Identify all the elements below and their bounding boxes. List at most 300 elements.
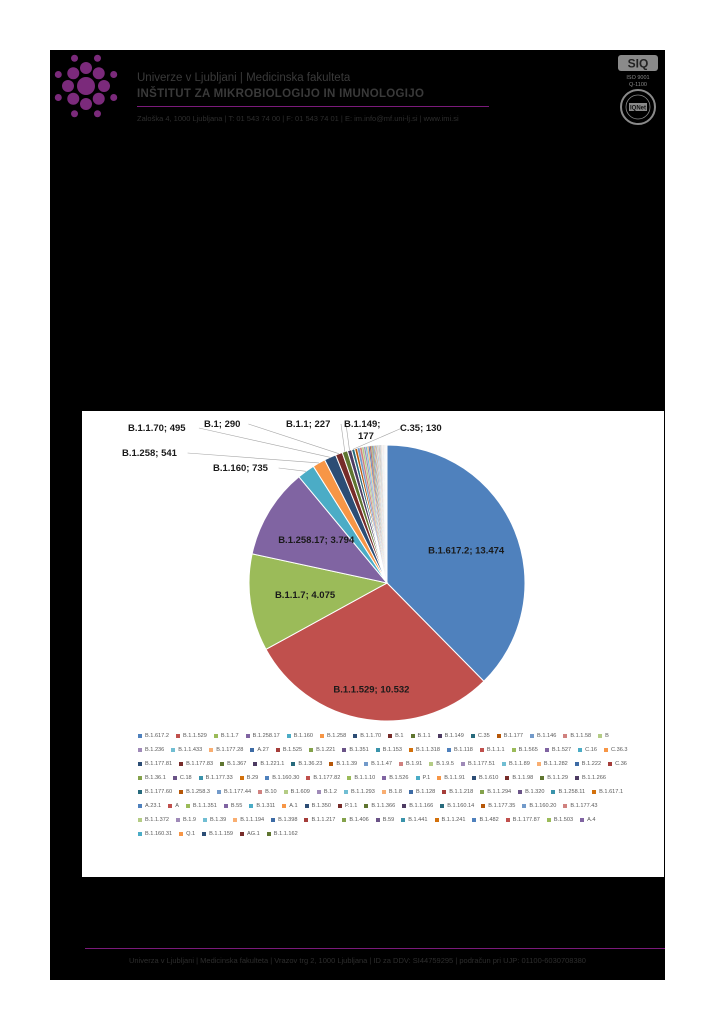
legend-swatch bbox=[411, 734, 415, 738]
legend-swatch bbox=[253, 762, 257, 766]
legend-item bbox=[138, 771, 166, 785]
legend-item bbox=[472, 813, 498, 827]
legend-item bbox=[282, 799, 297, 813]
legend-label: B.1.441 bbox=[408, 817, 428, 823]
university-name: Univerze v Ljubljani | Medicinska fakulteta bbox=[137, 72, 351, 84]
legend-label: Q.1 bbox=[186, 831, 196, 837]
legend-item bbox=[540, 771, 568, 785]
legend-label: B.1.320 bbox=[525, 789, 545, 795]
legend-swatch bbox=[138, 790, 142, 794]
legend-item bbox=[258, 785, 277, 799]
legend-swatch bbox=[547, 818, 551, 822]
legend-label: B.59 bbox=[382, 817, 395, 823]
legend-swatch bbox=[176, 734, 180, 738]
legend-swatch bbox=[447, 748, 451, 752]
legend-item bbox=[304, 813, 335, 827]
legend-label: B.29 bbox=[246, 775, 259, 781]
legend-item bbox=[471, 729, 490, 743]
legend-swatch bbox=[608, 762, 612, 766]
footer-text: Univerza v Ljubljani | Medicinska fakulteta | Vrazov trg 2, 1000 Ljubljana | ID za DDV: SI44759295 | podračun pri UJP: 01100-6030708380 bbox=[129, 956, 586, 965]
legend-swatch bbox=[522, 804, 526, 808]
legend-swatch bbox=[402, 804, 406, 808]
legend-item bbox=[438, 729, 464, 743]
legend-label: B.1.149 bbox=[444, 733, 464, 739]
legend-swatch bbox=[284, 790, 288, 794]
legend-item bbox=[545, 743, 571, 757]
legend-item bbox=[284, 785, 310, 799]
legend-label: B.1.236 bbox=[145, 747, 165, 753]
logo-dot bbox=[110, 94, 117, 101]
legend-label: B.1.1.159 bbox=[209, 831, 234, 837]
legend-swatch bbox=[246, 734, 250, 738]
legend-item bbox=[179, 757, 213, 771]
legend-swatch bbox=[240, 776, 244, 780]
legend-item bbox=[382, 771, 408, 785]
legend-item bbox=[575, 771, 606, 785]
legend-label: B.1.177.44 bbox=[224, 789, 252, 795]
legend-label: B.1.617.2 bbox=[145, 733, 169, 739]
legend-label: B.1.36.1 bbox=[145, 775, 166, 781]
legend-item bbox=[179, 785, 210, 799]
legend-label: B.1.91 bbox=[406, 761, 423, 767]
legend-label: C.36 bbox=[615, 761, 627, 767]
legend-label: B.1.525 bbox=[282, 747, 303, 753]
legend-swatch bbox=[276, 748, 280, 752]
footer-divider bbox=[85, 948, 665, 949]
legend-label: B.1.160.31 bbox=[145, 831, 173, 837]
legend-label: B.1.160 bbox=[293, 733, 313, 739]
leader-line bbox=[188, 453, 319, 463]
legend-swatch bbox=[540, 776, 544, 780]
legend-label: B.1.1.29 bbox=[547, 775, 569, 781]
legend-label: B.1.222 bbox=[581, 761, 602, 767]
legend-label: P.1 bbox=[422, 775, 431, 781]
legend-item bbox=[203, 813, 226, 827]
legend-label: B.1.1.294 bbox=[487, 789, 512, 795]
legend-label: B.1.610 bbox=[479, 775, 499, 781]
legend-swatch bbox=[271, 818, 275, 822]
legend-swatch bbox=[472, 818, 476, 822]
legend-label: B.1.1.433 bbox=[178, 747, 203, 753]
legend-label: AG.1 bbox=[247, 831, 260, 837]
legend-swatch bbox=[551, 790, 555, 794]
institute-logo-icon bbox=[50, 50, 122, 122]
legend-item bbox=[435, 813, 466, 827]
legend-swatch bbox=[179, 832, 183, 836]
legend-label: B.1.1.7 bbox=[220, 733, 239, 739]
legend-item bbox=[138, 729, 169, 743]
legend-swatch bbox=[580, 818, 584, 822]
legend-label: B.1.118 bbox=[453, 747, 473, 753]
legend-label: B.1.406 bbox=[349, 817, 369, 823]
legend-label: B.1.177.43 bbox=[570, 803, 598, 809]
legend-item bbox=[575, 757, 601, 771]
logo-dot bbox=[98, 80, 110, 92]
slice-label: B.1.149; bbox=[344, 419, 381, 430]
legend-swatch bbox=[545, 748, 549, 752]
legend-label: B.1.1.1 bbox=[486, 747, 505, 753]
legend-swatch bbox=[530, 734, 534, 738]
legend-item bbox=[209, 743, 243, 757]
leader-line bbox=[279, 468, 306, 471]
legend-item bbox=[530, 729, 556, 743]
legend-swatch bbox=[598, 734, 602, 738]
legend-swatch bbox=[186, 804, 190, 808]
legend-label: B.1.2 bbox=[323, 789, 337, 795]
legend-label: B.1.398 bbox=[278, 817, 298, 823]
legend-item bbox=[480, 743, 505, 757]
legend-label: B.1.177.28 bbox=[216, 747, 244, 753]
legend-item bbox=[547, 813, 573, 827]
legend-label: A.27 bbox=[257, 747, 269, 753]
legend-label: B bbox=[605, 733, 609, 739]
legend-item bbox=[537, 757, 568, 771]
legend-swatch bbox=[505, 776, 509, 780]
legend-swatch bbox=[267, 832, 271, 836]
legend-swatch bbox=[435, 818, 439, 822]
legend-item bbox=[138, 785, 172, 799]
legend-label: B.1.565 bbox=[518, 747, 538, 753]
legend-swatch bbox=[291, 762, 295, 766]
legend-label: B.1.1.282 bbox=[543, 761, 568, 767]
legend-item bbox=[276, 743, 302, 757]
slice-label: B.1.1.7; 4.075 bbox=[274, 589, 336, 601]
legend-item bbox=[309, 743, 335, 757]
legend-item bbox=[138, 743, 164, 757]
legend-label: B.1.503 bbox=[553, 817, 574, 823]
legend-label: B.1.177.83 bbox=[186, 761, 214, 767]
legend-swatch bbox=[563, 804, 567, 808]
logo-dot bbox=[71, 110, 78, 117]
legend-item bbox=[176, 813, 196, 827]
legend-label: B.1.177 bbox=[503, 733, 524, 739]
legend-swatch bbox=[563, 734, 567, 738]
legend-item bbox=[364, 799, 395, 813]
header-divider bbox=[137, 106, 489, 107]
logo-dot bbox=[67, 93, 79, 105]
legend-swatch bbox=[138, 748, 142, 752]
logo-dot bbox=[62, 80, 74, 92]
logo-dot bbox=[55, 94, 62, 101]
legend-item bbox=[399, 757, 422, 771]
legend-swatch bbox=[138, 818, 142, 822]
slice-label: 177 bbox=[358, 431, 374, 442]
legend-item bbox=[592, 785, 623, 799]
legend-label: B.1.128 bbox=[415, 789, 436, 795]
legend-swatch bbox=[309, 748, 313, 752]
legend-label: B.1.9 bbox=[182, 817, 197, 823]
logo-dot bbox=[80, 62, 92, 74]
legend-item bbox=[480, 785, 511, 799]
legend-item bbox=[240, 827, 260, 841]
legend-item bbox=[416, 771, 431, 785]
legend-swatch bbox=[306, 776, 310, 780]
legend-swatch bbox=[305, 804, 309, 808]
legend-swatch bbox=[138, 804, 142, 808]
legend-label: B.1.177.51 bbox=[467, 761, 495, 767]
legend-label: B.1.1 bbox=[417, 733, 431, 739]
legend-swatch bbox=[179, 790, 183, 794]
legend-swatch bbox=[480, 748, 484, 752]
legend-swatch bbox=[388, 734, 392, 738]
legend-swatch bbox=[512, 748, 516, 752]
legend-item bbox=[317, 785, 337, 799]
legend-swatch bbox=[138, 776, 142, 780]
legend-label: B.1.526 bbox=[389, 775, 409, 781]
legend-item bbox=[176, 729, 207, 743]
slice-label: C.35; 130 bbox=[400, 423, 442, 434]
legend-label: B.1.527 bbox=[551, 747, 572, 753]
legend-swatch bbox=[258, 790, 262, 794]
legend-swatch bbox=[376, 818, 380, 822]
slice-label: B.1.1; 227 bbox=[286, 419, 331, 430]
legend-swatch bbox=[217, 790, 221, 794]
iqnet-seal-icon bbox=[619, 88, 657, 126]
legend-swatch bbox=[471, 734, 475, 738]
legend-label: B.1.1.217 bbox=[311, 817, 336, 823]
legend-swatch bbox=[342, 818, 346, 822]
legend-swatch bbox=[376, 748, 380, 752]
legend-label: B.1.1.162 bbox=[273, 831, 298, 837]
legend-swatch bbox=[382, 790, 386, 794]
legend-label: B.1.177.87 bbox=[512, 817, 540, 823]
legend-swatch bbox=[481, 804, 485, 808]
legend-swatch bbox=[382, 776, 386, 780]
legend-label: A.23.1 bbox=[145, 803, 162, 809]
legend-label: B.1.8 bbox=[388, 789, 402, 795]
legend-swatch bbox=[250, 748, 254, 752]
legend-item bbox=[342, 813, 368, 827]
legend-swatch bbox=[575, 776, 579, 780]
leader-line bbox=[199, 428, 330, 457]
iqnet-text: IQNet bbox=[629, 105, 647, 112]
institute-address: Zaloška 4, 1000 Ljubljana | T: 01 543 74 00 | F: 01 543 74 01 | E: im.info@mf.uni-lj.si | www.imi.si bbox=[137, 114, 459, 123]
legend-label: B.1.350 bbox=[311, 803, 331, 809]
legend-label: B.1.1.218 bbox=[449, 789, 474, 795]
logo-dot bbox=[67, 67, 79, 79]
legend-swatch bbox=[437, 776, 441, 780]
legend-item bbox=[249, 799, 275, 813]
legend-swatch bbox=[353, 734, 357, 738]
legend-item bbox=[604, 743, 627, 757]
legend-swatch bbox=[240, 832, 244, 836]
legend-item bbox=[271, 813, 297, 827]
legend-swatch bbox=[342, 748, 346, 752]
legend-swatch bbox=[138, 832, 142, 836]
legend-item bbox=[253, 757, 284, 771]
legend-item bbox=[512, 743, 538, 757]
legend-swatch bbox=[442, 790, 446, 794]
slice-label: B.1.1.70; 495 bbox=[128, 423, 186, 434]
legend-swatch bbox=[138, 734, 142, 738]
legend-label: C.36.3 bbox=[611, 747, 628, 753]
legend-item bbox=[598, 729, 609, 743]
legend-item bbox=[305, 799, 331, 813]
legend-label: B.1.1.91 bbox=[444, 775, 466, 781]
legend-swatch bbox=[497, 734, 501, 738]
legend-label: B.1.1.39 bbox=[336, 761, 358, 767]
legend-label: B.1.1.318 bbox=[416, 747, 440, 753]
legend-swatch bbox=[440, 804, 444, 808]
legend-label: C.16 bbox=[585, 747, 597, 753]
legend-item bbox=[472, 771, 498, 785]
legend-item bbox=[199, 771, 233, 785]
legend-swatch bbox=[317, 790, 321, 794]
legend-label: B.1.160.20 bbox=[529, 803, 557, 809]
legend-swatch bbox=[209, 748, 213, 752]
legend-label: B.1.146 bbox=[537, 733, 557, 739]
legend-label: B.55 bbox=[230, 803, 243, 809]
legend-item bbox=[217, 785, 251, 799]
legend-label: B.1.1.47 bbox=[371, 761, 393, 767]
legend-swatch bbox=[224, 804, 228, 808]
legend-item bbox=[518, 785, 544, 799]
legend-item bbox=[382, 785, 402, 799]
legend-swatch bbox=[233, 818, 237, 822]
legend-item bbox=[338, 799, 357, 813]
legend-label: B.1.1.194 bbox=[240, 817, 265, 823]
legend-swatch bbox=[304, 818, 308, 822]
legend-swatch bbox=[399, 762, 403, 766]
legend-swatch bbox=[173, 776, 177, 780]
legend-label: B.1.160.14 bbox=[447, 803, 475, 809]
logo-dot bbox=[93, 67, 105, 79]
legend-item bbox=[179, 827, 195, 841]
logo-dot bbox=[110, 71, 117, 78]
legend-swatch bbox=[604, 748, 608, 752]
legend-item bbox=[353, 729, 381, 743]
legend-label: B.1.1.10 bbox=[354, 775, 376, 781]
slice-label: B.1.258; 541 bbox=[122, 448, 177, 459]
slice-label: B.1.258.17; 3.794 bbox=[278, 535, 355, 547]
legend-swatch bbox=[168, 804, 172, 808]
legend-swatch bbox=[364, 762, 368, 766]
legend-swatch bbox=[461, 762, 465, 766]
legend-item bbox=[186, 799, 217, 813]
legend-label: B.1.258.17 bbox=[252, 733, 280, 739]
legend-item bbox=[250, 743, 269, 757]
legend-label: B.1.1.89 bbox=[509, 761, 530, 767]
chart-legend bbox=[138, 729, 638, 841]
legend-label: B.1.221.1 bbox=[260, 761, 285, 767]
legend-label: C.35 bbox=[477, 733, 490, 739]
legend-item bbox=[578, 743, 597, 757]
legend-label: A bbox=[175, 803, 179, 809]
legend-swatch bbox=[329, 762, 333, 766]
legend-label: B.1.177.33 bbox=[205, 775, 233, 781]
legend-swatch bbox=[438, 734, 442, 738]
legend-item bbox=[401, 813, 427, 827]
legend-swatch bbox=[138, 762, 142, 766]
legend-label: B.1.258.3 bbox=[186, 789, 211, 795]
legend-label: B.1.1.266 bbox=[582, 775, 606, 781]
legend-item bbox=[329, 757, 357, 771]
legend-label: B.1.1.366 bbox=[371, 803, 396, 809]
legend-swatch bbox=[171, 748, 175, 752]
slice-label: B.1.617.2; 13.474 bbox=[428, 545, 505, 557]
legend-item bbox=[437, 771, 465, 785]
legend-label: B.1.1.166 bbox=[409, 803, 434, 809]
legend-label: B.1.1.98 bbox=[512, 775, 534, 781]
legend-swatch bbox=[502, 762, 506, 766]
legend-item bbox=[246, 729, 280, 743]
legend-swatch bbox=[220, 762, 224, 766]
legend-swatch bbox=[287, 734, 291, 738]
legend-item bbox=[287, 729, 313, 743]
legend-item bbox=[551, 785, 585, 799]
logo-dot bbox=[71, 55, 78, 62]
legend-item bbox=[563, 729, 591, 743]
legend-item bbox=[138, 757, 172, 771]
legend-item bbox=[376, 813, 395, 827]
legend-label: P.1.1 bbox=[344, 803, 358, 809]
legend-item bbox=[214, 729, 239, 743]
legend-item bbox=[138, 799, 161, 813]
legend-label: B.1.1.293 bbox=[350, 789, 375, 795]
legend-item bbox=[202, 827, 233, 841]
legend-swatch bbox=[409, 790, 413, 794]
legend-item bbox=[502, 757, 530, 771]
legend-swatch bbox=[338, 804, 342, 808]
legend-label: B.1.351 bbox=[349, 747, 369, 753]
lineage-pie-chart bbox=[82, 411, 664, 877]
legend-label: B.1.367 bbox=[227, 761, 247, 767]
legend-label: B.1.39 bbox=[210, 817, 227, 823]
legend-item bbox=[481, 799, 515, 813]
legend-item bbox=[138, 813, 169, 827]
legend-label: B.1.153 bbox=[382, 747, 403, 753]
legend-swatch bbox=[214, 734, 218, 738]
legend-swatch bbox=[347, 776, 351, 780]
legend-label: A.4 bbox=[587, 817, 596, 823]
legend-item bbox=[608, 757, 627, 771]
legend-item bbox=[388, 729, 403, 743]
legend-swatch bbox=[537, 762, 541, 766]
legend-swatch bbox=[203, 818, 207, 822]
legend-swatch bbox=[176, 818, 180, 822]
pie-plot-area bbox=[82, 411, 664, 721]
legend-label: B.1.177.35 bbox=[488, 803, 516, 809]
legend-label: B.1.1.241 bbox=[441, 817, 466, 823]
legend-label: B.1.1.70 bbox=[360, 733, 382, 739]
logo-center-dot bbox=[77, 77, 95, 95]
legend-label: B.1.609 bbox=[290, 789, 310, 795]
legend-swatch bbox=[592, 790, 596, 794]
legend-item bbox=[409, 785, 435, 799]
legend-swatch bbox=[429, 762, 433, 766]
legend-swatch bbox=[416, 776, 420, 780]
legend-swatch bbox=[575, 762, 579, 766]
legend-label: B.1.258.11 bbox=[558, 789, 586, 795]
legend-swatch bbox=[202, 832, 206, 836]
legend-label: B.1.9.5 bbox=[436, 761, 454, 767]
legend-item bbox=[173, 771, 192, 785]
legend-label: B.1.1.58 bbox=[570, 733, 592, 739]
legend-item bbox=[522, 799, 556, 813]
legend-item bbox=[461, 757, 495, 771]
legend-item bbox=[442, 785, 473, 799]
legend-item bbox=[440, 799, 474, 813]
legend-item bbox=[344, 785, 375, 799]
logo-dot bbox=[55, 71, 62, 78]
legend-swatch bbox=[320, 734, 324, 738]
legend-item bbox=[497, 729, 523, 743]
legend-swatch bbox=[199, 776, 203, 780]
legend-label: B.1.482 bbox=[479, 817, 499, 823]
legend-label: B.1.160.30 bbox=[272, 775, 300, 781]
legend-label: B.1.617.1 bbox=[599, 789, 624, 795]
legend-item bbox=[364, 757, 392, 771]
